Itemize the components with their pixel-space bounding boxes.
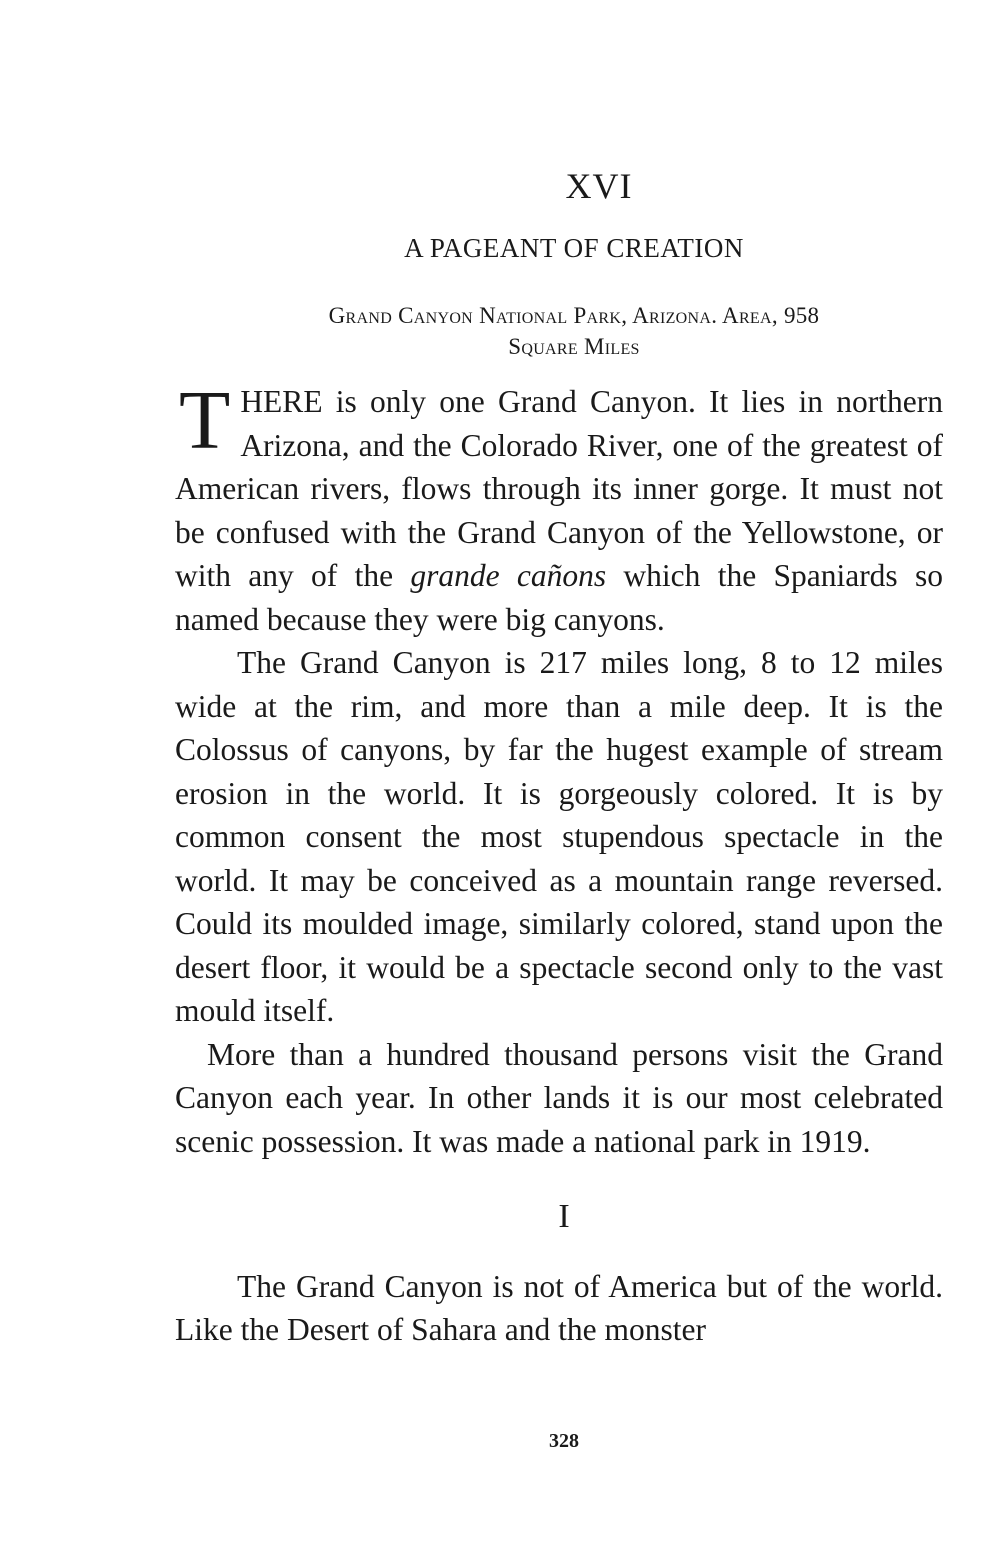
page-number: 328: [549, 1430, 579, 1452]
paragraph-1-text-b: which the Spaniards so named because they were big canyons.: [175, 558, 943, 637]
subtitle-line-2: Square Miles: [508, 334, 640, 359]
paragraph-1-text-a: HERE is only one Grand Canyon. It lies in northern Arizona, and the Colorado River, one of the greatest of American rivers, flows through its inner gorge. It must not be confused with the Grand Canyon of the Yellowstone, or with any of the: [175, 384, 943, 593]
paragraph-4: The Grand Canyon is not of America but of the world. Like the Desert of Sahara and the monster: [175, 1268, 943, 1347]
drop-cap: T: [179, 374, 231, 467]
paragraph-3: More than a hundred thousand persons visit the Grand Canyon each year. In other lands it is our most celebrated scenic possession. It was made a national park in 1919.: [175, 1036, 943, 1159]
body-text: [175, 374, 943, 1352]
chapter-title: A PAGEANT OF CREATION: [404, 233, 744, 263]
subtitle-line-1: Grand Canyon National Park, Arizona. Area, 958: [328, 303, 820, 328]
paragraph-1-italic: grande cañons: [410, 558, 607, 593]
chapter-number: XVI: [565, 166, 633, 206]
book-page: [175, 0, 943, 1562]
chapter-subtitle: [175, 300, 943, 362]
paragraph-1: [175, 374, 943, 641]
section-number: I: [558, 1198, 570, 1235]
paragraph-2: The Grand Canyon is 217 miles long, 8 to 12 miles wide at the rim, and more than a mile deep. It is the Colossus of canyons, by far the hugest example of stream erosion in the world. It is gorgeously colored. It is by common consent the most stupendous spectacle in the world. It may be conceived as a mountain range reversed. Could its moulded image, similarly colored, stand upon the desert floor, it would be a spectacle second only to the vast mould itself.: [175, 645, 943, 1028]
